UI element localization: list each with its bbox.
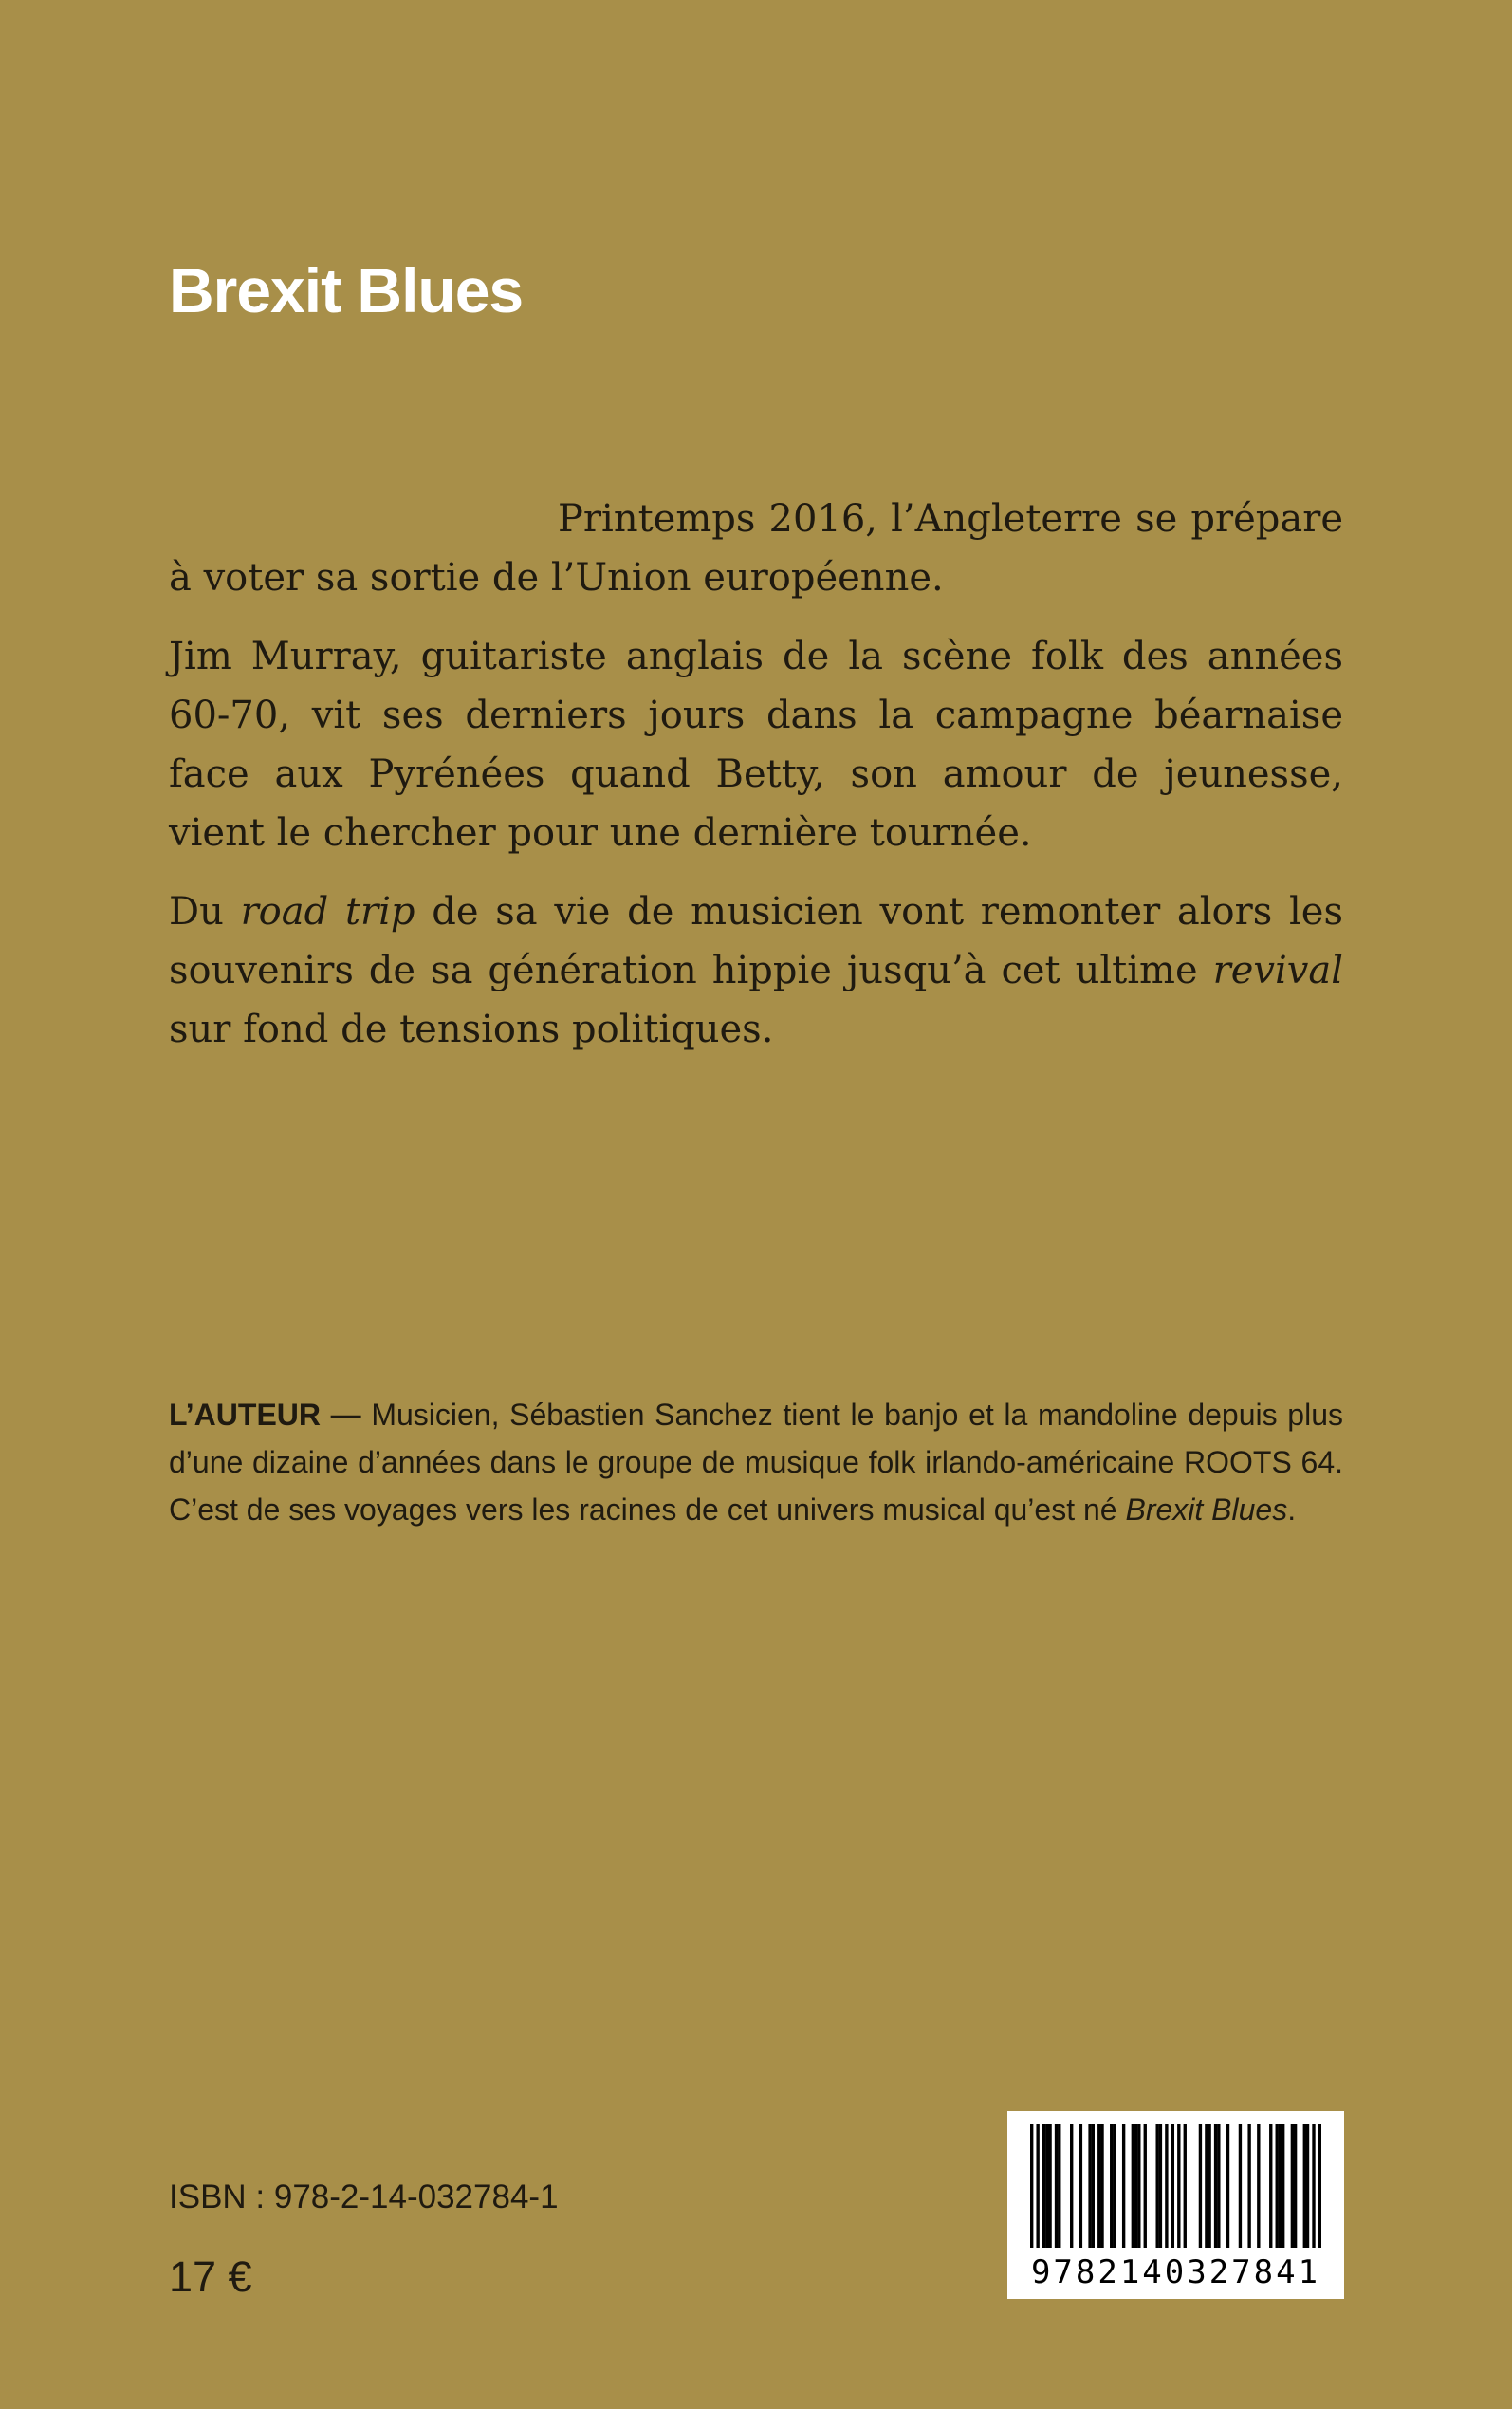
barcode-bar <box>1122 2124 1125 2248</box>
barcode-bar <box>1165 2124 1168 2248</box>
barcode-bar <box>1279 2124 1282 2248</box>
barcode-bar <box>1239 2124 1242 2248</box>
barcode-bar <box>1144 2124 1147 2248</box>
barcode-bar <box>1226 2124 1229 2248</box>
barcode-bar <box>1217 2124 1220 2248</box>
barcode-bar <box>1058 2124 1060 2248</box>
barcode-bar <box>1269 2124 1272 2248</box>
road-trip-italic: road trip <box>240 890 415 934</box>
blurb-paragraph-2: Jim Murray, guitariste anglais de la scène folk des années 60-70, vit ses derniers jours dans la campagne béarnaise face aux Pyrénées quand Betty, son amour de jeunesse, vient le chercher pour une dernière tournée. <box>169 635 1343 855</box>
barcode-bar <box>1132 2124 1134 2248</box>
book-title: Brexit Blues <box>169 255 524 325</box>
barcode <box>1007 2111 1344 2299</box>
revival-italic: revival <box>1212 949 1343 992</box>
barcode-bar <box>1036 2124 1039 2248</box>
author-book-title: Brexit Blues <box>1125 1492 1288 1527</box>
barcode-bar <box>1030 2124 1033 2248</box>
barcode-bar <box>1306 2124 1309 2248</box>
blurb-p3-middle: de sa vie de musicien vont remonter alors les souvenirs de sa génération hippie jusqu’à cet ultime <box>169 890 1344 992</box>
barcode-bar <box>1247 2124 1250 2248</box>
blurb-paragraph-1: Printemps 2016, l’Angleterre se prépare à voter sa sortie de l’Union européenne. <box>169 497 1343 600</box>
barcode-bar <box>1092 2124 1095 2248</box>
blurb-p3-end: sur fond de tensions politiques. <box>169 1008 774 1051</box>
barcode-bar <box>1184 2124 1187 2248</box>
barcode-bar <box>1113 2124 1116 2248</box>
barcode-bar <box>1100 2124 1103 2248</box>
barcode-bar <box>1294 2124 1297 2248</box>
barcode-bar <box>1079 2124 1082 2248</box>
barcode-bar <box>1208 2124 1210 2248</box>
barcode-bar <box>1110 2124 1113 2248</box>
barcode-bar <box>1312 2124 1315 2248</box>
barcode-digits: 9782140327841 <box>1030 2253 1321 2291</box>
barcode-bar <box>1303 2124 1306 2248</box>
barcode-bar <box>1291 2124 1294 2248</box>
author-text: Musicien, Sébastien Sanchez tient le banjo et la mandoline depuis plus d’une dizaine d’années dans le groupe de musique folk irlando-américaine ROOTS 64. C’est de ses voyages vers les racines de cet univers musical qu’est né <box>169 1398 1344 1527</box>
barcode-bar <box>1205 2124 1208 2248</box>
blurb-p3-start: Du <box>169 890 241 934</box>
barcode-bar <box>1042 2124 1045 2248</box>
barcode-bar <box>1055 2124 1058 2248</box>
barcode-bar <box>1134 2124 1137 2248</box>
barcode-bar <box>1177 2124 1180 2248</box>
barcode-bar <box>1257 2124 1260 2248</box>
isbn: ISBN : 978-2-14-032784-1 <box>169 2178 559 2215</box>
barcode-bar <box>1097 2124 1100 2248</box>
price: 17 € <box>169 2252 252 2301</box>
barcode-bar <box>1318 2124 1321 2248</box>
blurb <box>169 490 1343 1079</box>
barcode-bar <box>1048 2124 1051 2248</box>
barcode-bar <box>1199 2124 1202 2248</box>
barcode-bar <box>1214 2124 1217 2248</box>
barcode-bar <box>1137 2124 1140 2248</box>
author-end: . <box>1287 1492 1297 1527</box>
barcode-bar <box>1171 2124 1174 2248</box>
author-bio <box>169 1391 1343 1533</box>
barcode-bar <box>1045 2124 1048 2248</box>
blurb-paragraph-3 <box>169 882 1343 1059</box>
barcode-bar <box>1088 2124 1091 2248</box>
barcode-bar <box>1155 2124 1158 2248</box>
author-label: L’AUTEUR — <box>169 1398 361 1432</box>
barcode-bars <box>1030 2124 1321 2248</box>
barcode-bar <box>1282 2124 1284 2248</box>
barcode-bar <box>1070 2124 1073 2248</box>
barcode-bar <box>1159 2124 1162 2248</box>
barcode-bar <box>1276 2124 1279 2248</box>
